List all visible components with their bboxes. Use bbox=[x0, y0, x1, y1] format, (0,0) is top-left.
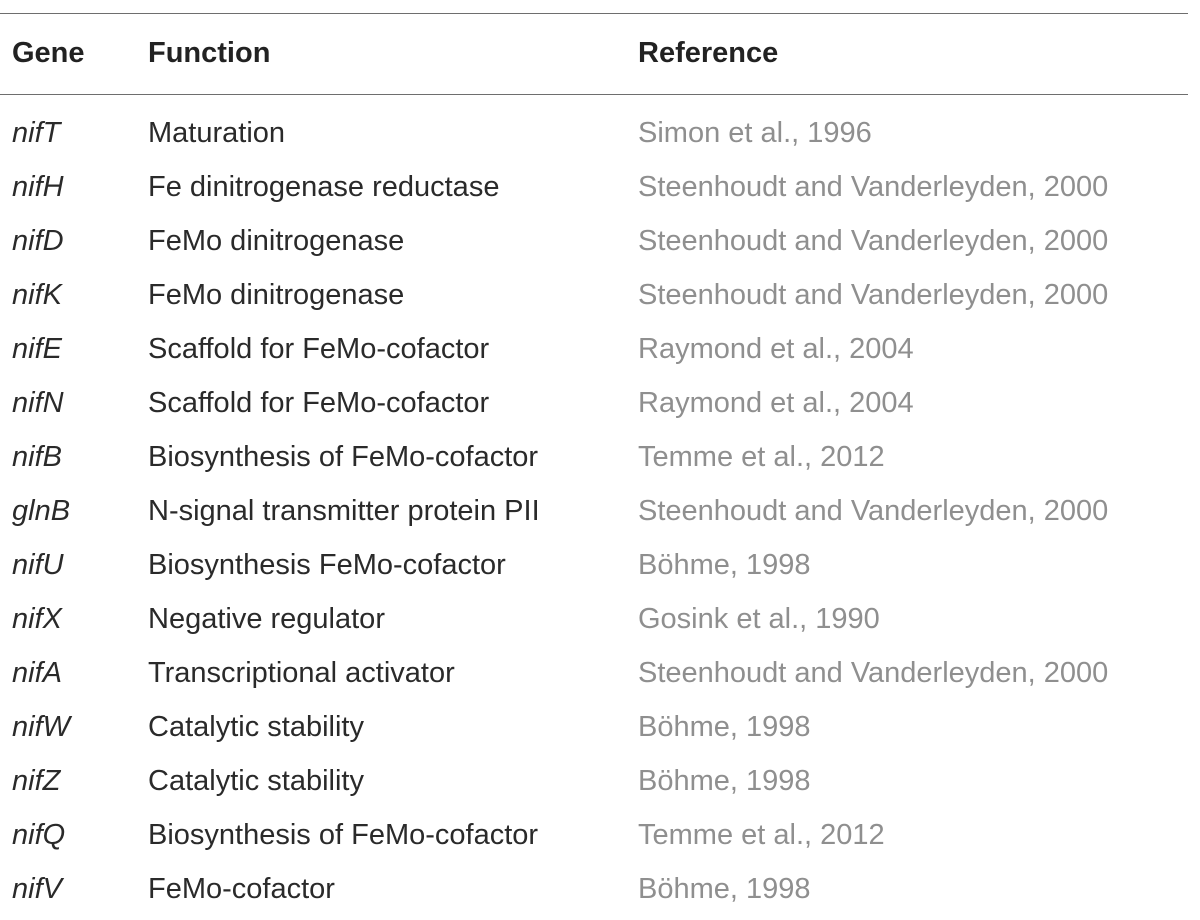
function-cell: FeMo dinitrogenase bbox=[148, 224, 405, 257]
gene-cell: nifB bbox=[12, 440, 62, 473]
function-cell: N-signal transmitter protein PII bbox=[148, 494, 540, 527]
table-top-rule bbox=[0, 13, 1188, 14]
reference-cell: Temme et al., 2012 bbox=[638, 440, 885, 473]
function-cell: Biosynthesis FeMo-cofactor bbox=[148, 548, 506, 581]
reference-cell: Simon et al., 1996 bbox=[638, 116, 872, 149]
table-row bbox=[0, 700, 1188, 754]
function-cell: Maturation bbox=[148, 116, 286, 149]
gene-cell: glnB bbox=[12, 494, 71, 527]
table-row bbox=[0, 160, 1188, 214]
header-reference: Reference bbox=[638, 36, 779, 69]
function-cell: FeMo dinitrogenase bbox=[148, 278, 405, 311]
gene-cell: nifE bbox=[12, 332, 62, 365]
table-row bbox=[0, 808, 1188, 862]
reference-cell: Raymond et al., 2004 bbox=[638, 332, 914, 365]
table-row bbox=[0, 592, 1188, 646]
function-cell: Biosynthesis of FeMo-cofactor bbox=[148, 818, 539, 851]
table-row bbox=[0, 862, 1188, 916]
gene-cell: nifU bbox=[12, 548, 64, 581]
reference-cell: Steenhoudt and Vanderleyden, 2000 bbox=[638, 170, 1109, 203]
table-row bbox=[0, 376, 1188, 430]
gene-cell: nifH bbox=[12, 170, 64, 203]
header-gene: Gene bbox=[12, 36, 85, 69]
table-row bbox=[0, 214, 1188, 268]
table-row bbox=[0, 322, 1188, 376]
function-cell: Catalytic stability bbox=[148, 764, 364, 797]
function-cell: Scaffold for FeMo-cofactor bbox=[148, 332, 490, 365]
gene-cell: nifV bbox=[12, 872, 62, 905]
table-row bbox=[0, 430, 1188, 484]
gene-cell: nifK bbox=[12, 278, 62, 311]
gene-cell: nifX bbox=[12, 602, 62, 635]
table-row bbox=[0, 484, 1188, 538]
function-cell: Scaffold for FeMo-cofactor bbox=[148, 386, 490, 419]
function-cell: Catalytic stability bbox=[148, 710, 364, 743]
table-row bbox=[0, 754, 1188, 808]
gene-cell: nifQ bbox=[12, 818, 66, 851]
function-cell: Transcriptional activator bbox=[148, 656, 455, 689]
gene-cell: nifT bbox=[12, 116, 61, 149]
reference-cell: Raymond et al., 2004 bbox=[638, 386, 914, 419]
table-row bbox=[0, 106, 1188, 160]
reference-cell: Böhme, 1998 bbox=[638, 764, 811, 797]
gene-cell: nifD bbox=[12, 224, 64, 257]
reference-cell: Böhme, 1998 bbox=[638, 710, 811, 743]
reference-cell: Böhme, 1998 bbox=[638, 872, 811, 905]
reference-cell: Temme et al., 2012 bbox=[638, 818, 885, 851]
gene-cell: nifA bbox=[12, 656, 62, 689]
reference-cell: Steenhoudt and Vanderleyden, 2000 bbox=[638, 278, 1109, 311]
table-row bbox=[0, 538, 1188, 592]
reference-cell: Gosink et al., 1990 bbox=[638, 602, 880, 635]
gene-cell: nifW bbox=[12, 710, 70, 743]
function-cell: Fe dinitrogenase reductase bbox=[148, 170, 500, 203]
table-header-row bbox=[0, 26, 1188, 80]
reference-cell: Steenhoudt and Vanderleyden, 2000 bbox=[638, 494, 1109, 527]
header-spacer bbox=[0, 80, 1188, 106]
header-function: Function bbox=[148, 36, 271, 69]
function-cell: FeMo-cofactor bbox=[148, 872, 335, 905]
reference-cell: Steenhoudt and Vanderleyden, 2000 bbox=[638, 656, 1109, 689]
gene-function-table bbox=[0, 26, 1188, 916]
function-cell: Biosynthesis of FeMo-cofactor bbox=[148, 440, 539, 473]
gene-cell: nifN bbox=[12, 386, 64, 419]
table-row bbox=[0, 268, 1188, 322]
reference-cell: Böhme, 1998 bbox=[638, 548, 811, 581]
table-row bbox=[0, 646, 1188, 700]
gene-cell: nifZ bbox=[12, 764, 61, 797]
reference-cell: Steenhoudt and Vanderleyden, 2000 bbox=[638, 224, 1109, 257]
function-cell: Negative regulator bbox=[148, 602, 385, 635]
table-body bbox=[0, 80, 1188, 916]
